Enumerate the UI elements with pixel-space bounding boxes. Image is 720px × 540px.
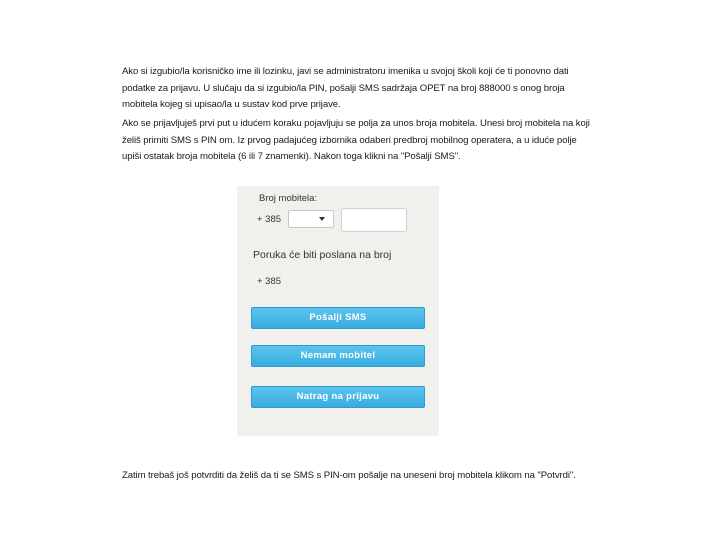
target-number-display: + 385 [257,276,282,287]
message-target-label: Poruka će biti poslana na broj [253,249,392,261]
country-prefix: + 385 [257,214,282,225]
operator-prefix-select[interactable] [288,210,334,228]
send-sms-button[interactable]: Pošalji SMS [251,307,425,329]
mobile-form-screenshot [237,186,439,436]
instruction-paragraph-confirm: Zatim trebaš još potvrditi da želiš da ti se SMS s PIN-om pošalje na uneseni broj mobitela klikom na "Potvrdi". [122,470,576,481]
instruction-paragraph-first-login: Ako se prijavljuješ prvi put u idućem koraku pojavljuju se polja za unos broja mobitela. Unesi broj mobitela na koji želiš primiti SMS s PIN om. Iz prvog padajućeg izbornika odaberi predbroj mobilnog operatera, a u iduće polje upiši ostatak broja mobitela (6 ili 7 znamenki). Nakon toga klikni na "Pošalji SMS". [122,118,590,162]
no-mobile-button[interactable]: Nemam mobitel [251,345,425,367]
instruction-paragraph-forgot: Ako si izgubio/la korisničko ime ili lozinku, javi se administratoru imenika u svojoj školi koji će ti ponovno dati podatke za prijavu. U slučaju da si izgubio/la PIN, pošalji SMS sadržaja OPET na broj 888000 s onog broja mobitela kojeg si upisao/la u sustav kod prve prijave. [122,66,569,110]
mobile-number-input[interactable] [341,208,407,232]
phone-label: Broj mobitela: [259,193,318,204]
chevron-down-icon [319,217,325,221]
back-to-login-button[interactable]: Natrag na prijavu [251,386,425,408]
